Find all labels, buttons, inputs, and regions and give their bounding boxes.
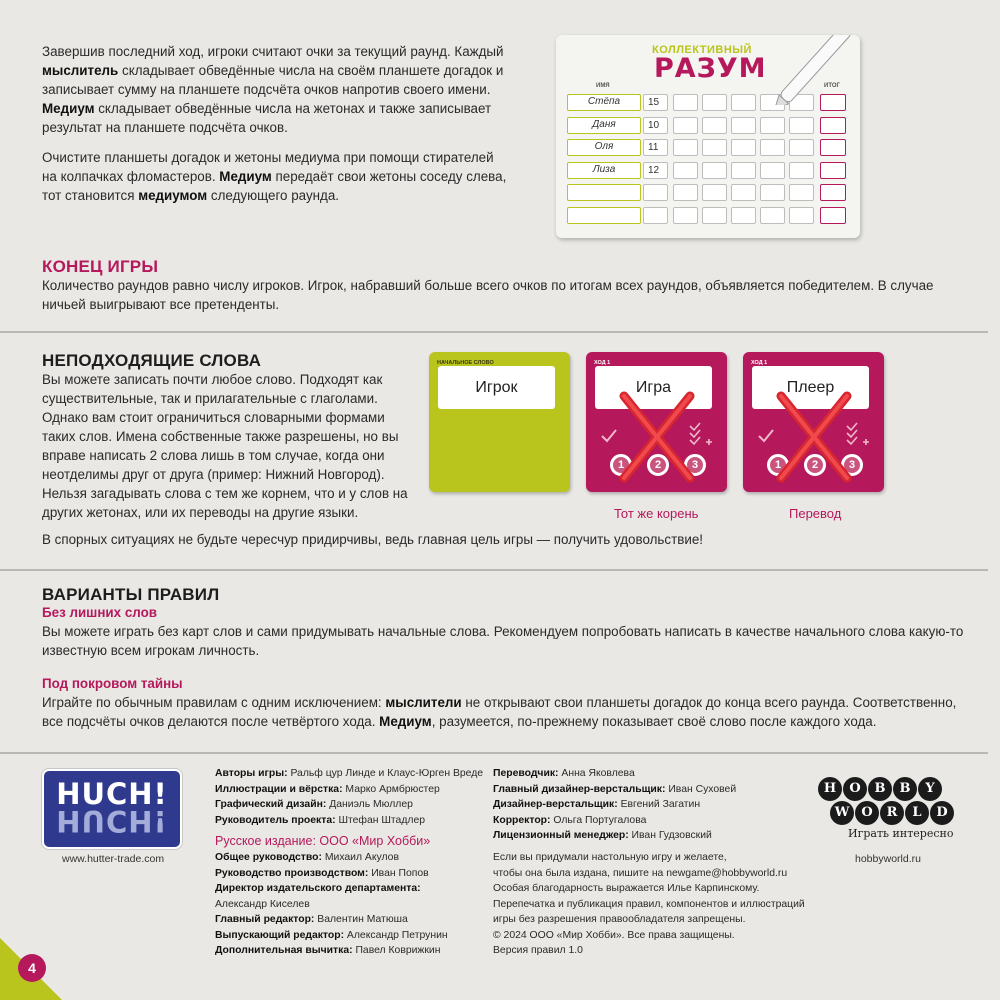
notice-line: Перепечатка и публикация правил, компонентов и иллюстраций [493,898,805,910]
score-pad-cell [760,139,785,156]
score-circle-2: 2 [804,454,826,476]
score-pad-col-total: ИТОГ [824,83,840,89]
score-pad-cell [702,117,727,134]
score-pad-cell [760,117,785,134]
marker-pen-icon [761,35,861,105]
score-pad-cell [731,184,756,201]
credit-line: Графический дизайн: Даниэль Мюллер [215,799,413,810]
bad-words-note: В спорных ситуациях не будьте чересчур придирчивы, ведь главная цель игры — получить удовольствие! [42,532,703,547]
notice-line: © 2024 ООО «Мир Хобби». Все права защищены. [493,929,735,941]
variant-2-text: Играйте по обычным правилам с одним исключением: мыслители не открывают свои планшеты догадок до конца всего раунда. Соответственно, все подсчёты очков делаются после четвёртого хода. Медиум, разумеется, по-прежнему показывает своё слово после каждого хода. [42,695,957,729]
score-circle-3: 3 [684,454,706,476]
score-pad-cell [789,184,814,201]
huch-logo-text: HUCH! [56,777,168,811]
credit-line: Общее руководство: Михаил Акулов [215,852,399,863]
score-pad-cell [673,162,698,179]
hobbyworld-letter: R [880,801,904,825]
credit-line: Выпускающий редактор: Александр Петрунин [215,929,448,941]
variant-1-title: Без лишних слов [42,605,158,620]
score-pad-cell [731,162,756,179]
score-pad-total [820,139,846,156]
score-pad-cell [673,207,698,224]
score-pad-logo-main: РАЗУМ [654,53,767,84]
credits-authors [215,766,483,828]
card-label: ХОД 1 [751,360,768,366]
credit-line: Корректор: Ольга Португалова [493,814,647,826]
hobbyworld-letter: B [893,777,917,801]
variants-title: ВАРИАНТЫ ПРАВИЛ [42,585,220,604]
score-pad-cell: 10 [643,117,668,134]
section-divider [0,752,988,754]
page-number: 4 [18,954,46,982]
section-divider [0,569,988,571]
notice-line: Версия правил 1.0 [493,945,583,956]
card-label: ХОД 1 [594,360,611,366]
bad-words-text: Вы можете записать почти любое слово. Подходят как существительные, так и прилагательные с глаголами. Однако вам стоит ограничиться словарными формами таких слов. Имена собственные также разрешены, но вы вправе написать 2 слова лишь в том случае, когда они неотделимы друг от друга (пример: Нижний Новгород). Нельзя загадывать слова с тем же корнем, что и у слов на других жетонах, или их переводы на другие языки. [42,372,408,520]
score-pad-cell: 11 [643,139,668,156]
huch-logo [42,769,182,849]
section-divider [0,331,988,333]
word-card-translation [743,352,884,492]
score-circle-1: 1 [610,454,632,476]
score-pad-cell: 15 [643,94,668,111]
score-pad-cell [789,207,814,224]
credit-line: Главный редактор: Валентин Матюша [215,914,408,925]
score-pad-name [567,207,641,224]
hobbyworld-letter: W [830,801,854,825]
hobbyworld-url: hobbyworld.ru [855,853,921,865]
score-pad-name: Оля [567,139,641,156]
variant-1-text: Вы можете играть без карт слов и сами придумывать начальные слова. Рекомендуем попробовать написать в качестве начального слова какую-то известную всем игрокам личность. [42,624,964,658]
bad-words-title: НЕПОДХОДЯЩИЕ СЛОВА [42,351,262,370]
credit-line: Руководитель проекта: Штефан Штадлер [215,814,426,826]
score-pad-cell [789,162,814,179]
score-pad-name: Лиза [567,162,641,179]
credit-line: Дополнительная вычитка: Павел Коврижкин [215,945,441,956]
score-pad-cell [673,184,698,201]
credit-line: Директор издательского департамента: [215,883,421,894]
score-pad-cell [789,139,814,156]
score-pad-cell [673,117,698,134]
score-pad-name: Стёпа [567,94,641,111]
credit-line: Лицензионный менеджер: Иван Гудзовский [493,830,712,841]
score-pad-cell [760,207,785,224]
score-pad-cell [702,139,727,156]
intro-paragraph-2: Очистите планшеты догадок и жетоны медиума при помощи стирателей на колпачках фломастеров. Медиум передаёт свои жетоны соседу слева, тот становится медиумом следующего раунда. [42,150,507,203]
score-pad-logo-top: КОЛЛЕКТИВНЫЙ [652,44,752,56]
credit-line: Авторы игры: Ральф цур Линде и Клаус-Юрген Вреде [215,768,484,779]
notice-line: чтобы она была издана, пишите на newgame@hobbyworld.ru [493,867,788,879]
credits-russian-edition [215,850,448,959]
credit-line: Иллюстрации и вёрстка: Марко Армбрюстер [215,783,440,795]
credits-translation [493,766,736,844]
huch-logo-reflection: HUCH! [56,804,168,838]
variant-2-title: Под покровом тайны [42,676,183,691]
hobbyworld-letter: L [905,801,929,825]
score-pad-cell [643,207,668,224]
hobbyworld-letter: Y [918,777,942,801]
hobbyworld-logo [818,777,958,840]
score-pad-cell [789,117,814,134]
score-pad-name [567,184,641,201]
word-card-start [429,352,570,492]
score-pad-cell [731,207,756,224]
credit-line: Руководство производством: Иван Попов [215,867,429,879]
card-word: Игра [595,366,712,409]
notice-line: Если вы придумали настольную игру и желаете, [493,852,727,863]
score-pad-cell [702,207,727,224]
huch-url: www.hutter-trade.com [62,853,165,865]
red-cross-icon [616,390,698,484]
score-pad-cell [731,139,756,156]
card-label: НАЧАЛЬНОЕ СЛОВО [437,360,494,366]
word-card-same-root [586,352,727,492]
notice-line: игры без разрешения правообладателя запрещены. [493,914,746,925]
card-word: Плеер [752,366,869,409]
hobbyworld-letter: H [818,777,842,801]
end-game-title: КОНЕЦ ИГРЫ [42,257,159,276]
score-pad-illustration [556,35,860,238]
score-pad-total [820,184,846,201]
notice-line: Особая благодарность выражается Илье Карпинскому. [493,883,760,894]
card-caption-same-root: Тот же корень [614,506,699,521]
hobbyworld-letter: O [855,801,879,825]
score-pad-cell [673,139,698,156]
score-pad-cell: 12 [643,162,668,179]
red-cross-icon [773,390,855,484]
score-pad-col-name: ИМЯ [596,83,610,89]
score-pad-total [820,207,846,224]
hobbyworld-letter: B [868,777,892,801]
score-circle-1: 1 [767,454,789,476]
score-pad-total [820,162,846,179]
score-pad-cell [673,94,698,111]
end-game-text: Количество раундов равно числу игроков. Игрок, набравший больше всего очков по итогам всех раундов, объявляется победителем. В случае ничьей выигрывают все претенденты. [42,278,934,312]
score-pad-cell [760,184,785,201]
score-pad-name: Даня [567,117,641,134]
credit-line: Александр Киселев [215,898,310,910]
score-circle-3: 3 [841,454,863,476]
credit-line: Переводчик: Анна Яковлева [493,768,635,779]
score-pad-cell [731,94,756,111]
score-pad-cell [731,117,756,134]
hobbyworld-tagline: Играть интересно [848,827,954,840]
score-pad-cell [760,162,785,179]
card-word: Игрок [438,366,555,409]
score-circle-2: 2 [647,454,669,476]
intro-paragraph-1: Завершив последний ход, игроки считают очки за текущий раунд. Каждый мыслитель складывает обведённые числа на своём планшете догадок и записывает сумму на планшете подсчёта очков напротив своего имени. Медиум складывает обведённые числа на жетонах и также записывает результат на планшете подсчёта очков. [42,44,504,135]
credit-line: Главный дизайнер-верстальщик: Иван Суховей [493,783,737,795]
legal-notice [493,850,805,959]
score-pad-total [820,117,846,134]
credit-line: Дизайнер-верстальщик: Евгений Загатин [493,799,701,810]
hobbyworld-letter: D [930,801,954,825]
score-pad-cell [702,162,727,179]
card-caption-translation: Перевод [789,506,842,521]
hobbyworld-letter: O [843,777,867,801]
score-pad-cell [702,94,727,111]
score-pad-cell [643,184,668,201]
score-pad-cell [702,184,727,201]
russian-edition-title: Русское издание: ООО «Мир Хобби» [215,834,431,848]
